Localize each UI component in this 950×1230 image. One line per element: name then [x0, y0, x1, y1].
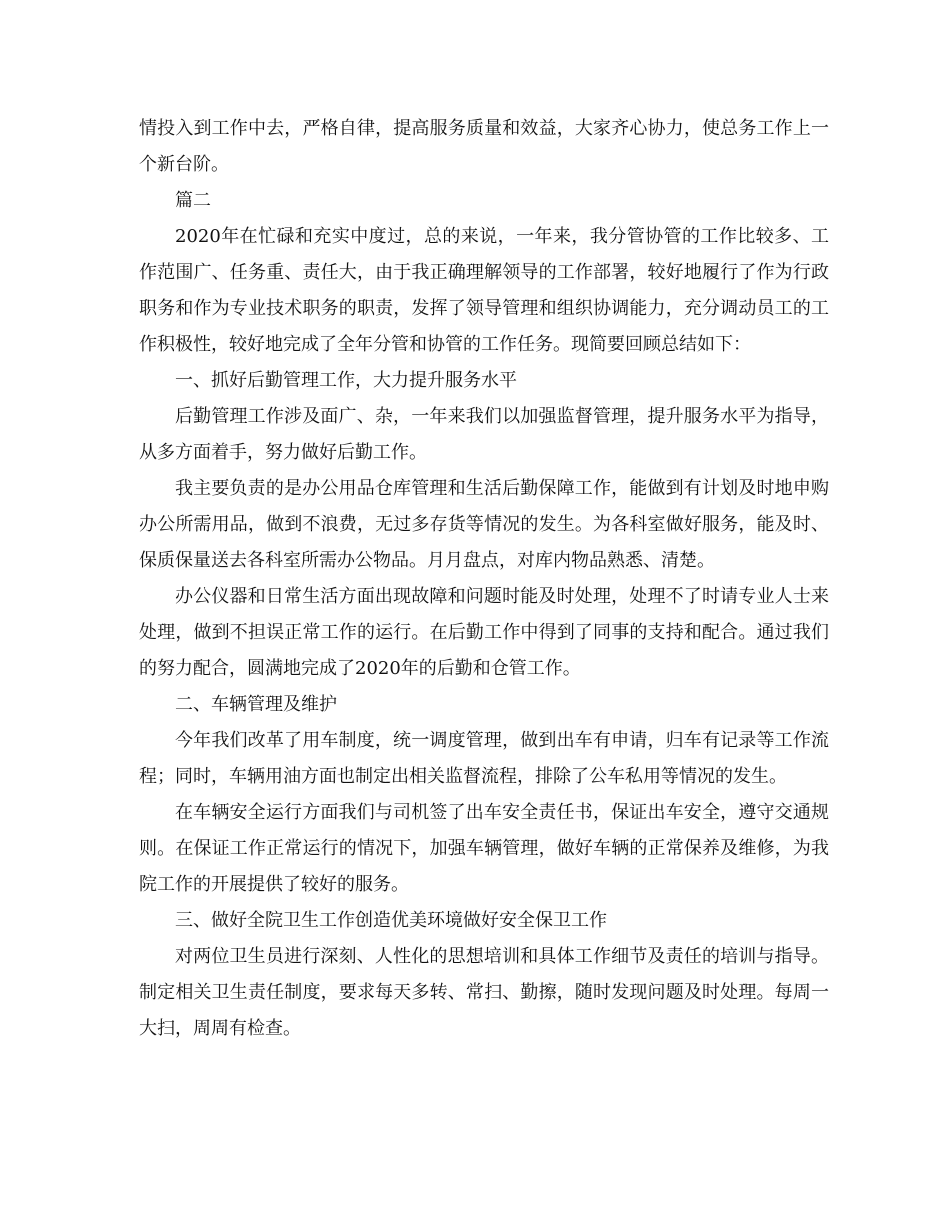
- body-paragraph: 今年我们改革了用车制度，统一调度管理，做到出车有申请，归车有记录等工作流程；同时，车辆用油方面也制定出相关监督流程，排除了公车私用等情况的发生。: [139, 730, 829, 787]
- body-paragraph: 2020年在忙碌和充实中度过，总的来说，一年来，我分管协管的工作比较多、工作范围广、任务重、责任大，由于我正确理解领导的工作部署，较好地履行了作为行政职务和作为专业技术职务的职责，发挥了领导管理和组织协调能力，充分调动员工的工作积极性，较好地完成了全年分管和协管的工作任务。现简要回顾总结如下：: [139, 226, 829, 355]
- body-paragraph: 在车辆安全运行方面我们与司机签了出车安全责任书，保证出车安全，遵守交通规则。在保证工作正常运行的情况下，加强车辆管理，做好车辆的正常保养及维修，为我院工作的开展提供了较好的服务。: [139, 802, 829, 895]
- body-paragraph: 对两位卫生员进行深刻、人性化的思想培训和具体工作细节及责任的培训与指导。制定相关卫生责任制度，要求每天多转、常扫、勤擦，随时发现问题及时处理。每周一大扫，周周有检查。: [139, 946, 829, 1039]
- section-label: 篇二: [175, 190, 211, 211]
- document-body: [139, 111, 829, 1047]
- section-heading: 二、车辆管理及维护: [175, 694, 337, 715]
- section-heading: 三、做好全院卫生工作创造优美环境做好安全保卫工作: [175, 910, 607, 931]
- section-heading: 一、抓好后勤管理工作，大力提升服务水平: [175, 370, 517, 391]
- body-paragraph: 我主要负责的是办公用品仓库管理和生活后勤保障工作，能做到有计划及时地申购办公所需用品，做到不浪费，无过多存货等情况的发生。为各科室做好服务，能及时、保质保量送去各科室所需办公物品。月月盘点，对库内物品熟悉、清楚。: [139, 478, 829, 571]
- body-paragraph: 后勤管理工作涉及面广、杂，一年来我们以加强监督管理，提升服务水平为指导，从多方面着手，努力做好后勤工作。: [139, 406, 829, 463]
- continuation-paragraph: 情投入到工作中去，严格自律，提高服务质量和效益，大家齐心协力，使总务工作上一个新台阶。: [139, 118, 829, 175]
- body-paragraph: 办公仪器和日常生活方面出现故障和问题时能及时处理，处理不了时请专业人士来处理，做到不担误正常工作的运行。在后勤工作中得到了同事的支持和配合。通过我们的努力配合，圆满地完成了2020年的后勤和仓管工作。: [139, 586, 829, 679]
